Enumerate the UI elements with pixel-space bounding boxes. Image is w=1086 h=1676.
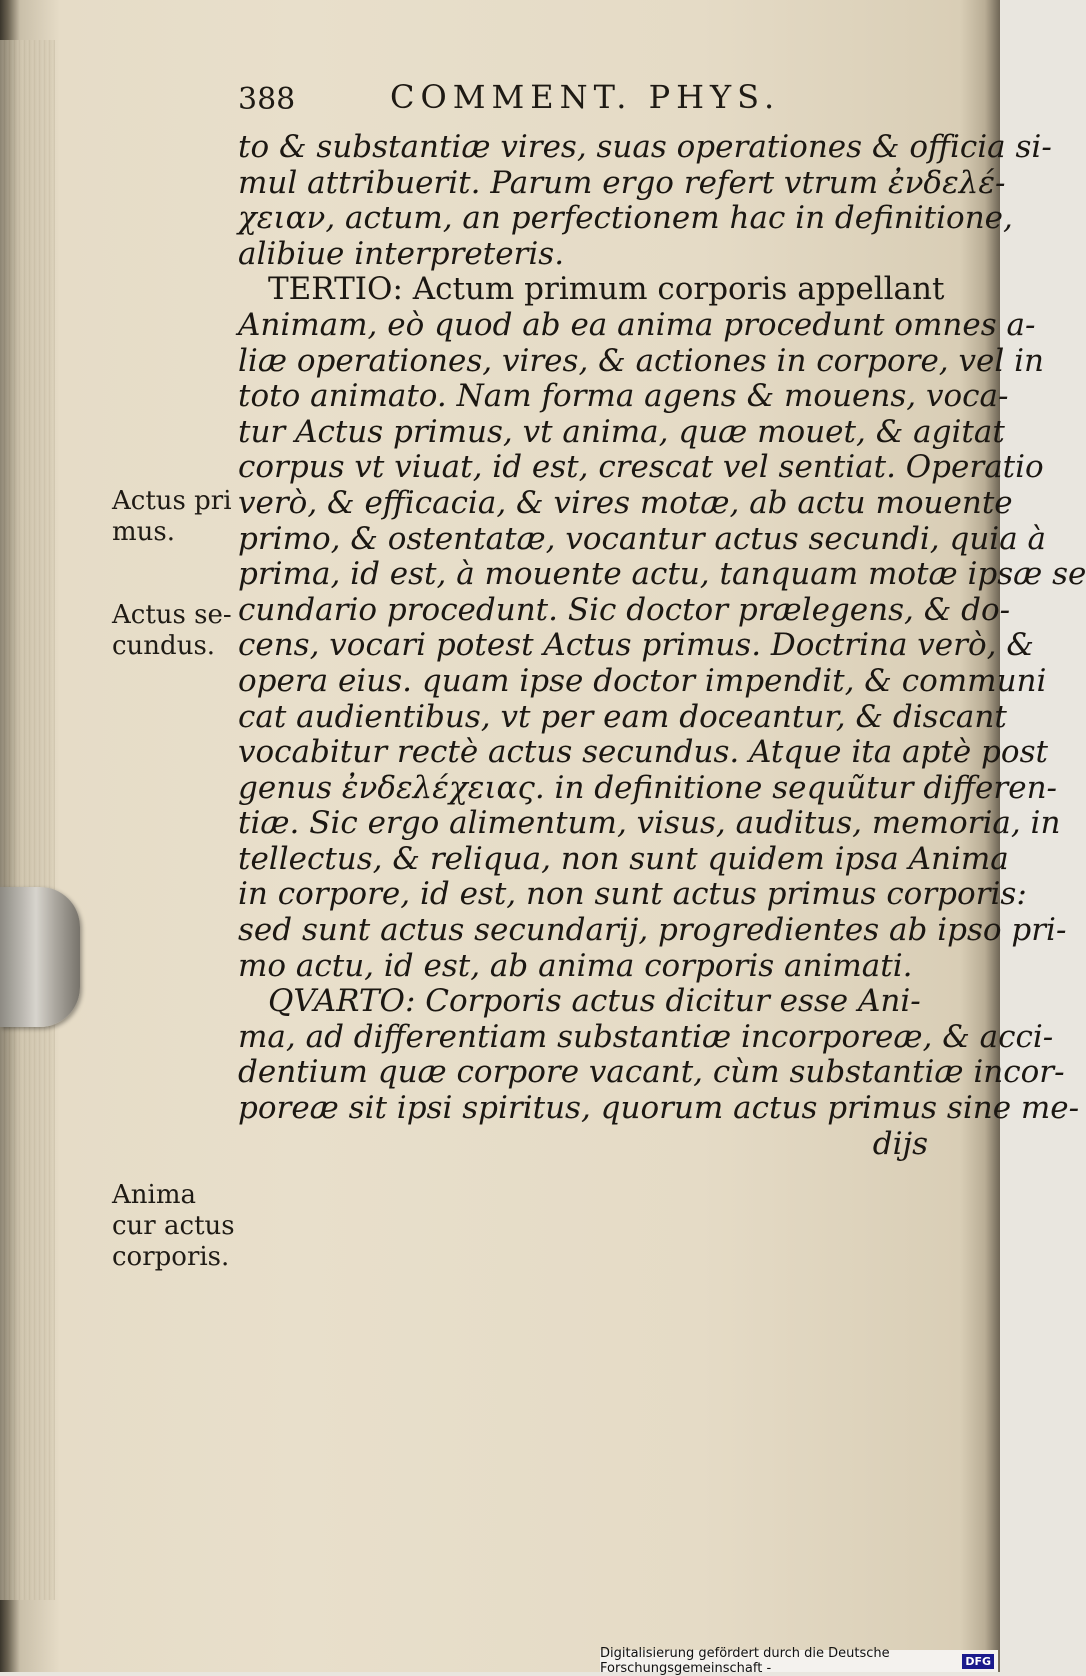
- text-line: tur Actus primus, vt anima, quæ mouet, & agitat: [238, 413, 1005, 450]
- text-line: mul attribuerit. Parum ergo refert vtrum ἐνδελέ-: [238, 164, 1006, 201]
- text-line: to & substantiæ vires, suas operationes & officia si-: [238, 129, 1052, 165]
- text-line: tiæ. Sic ergo alimentum, visus, auditus, memoria, in: [238, 805, 1061, 842]
- text-line: corpus vt viuat, id est, crescat vel sentiat. Operatio: [238, 449, 1044, 486]
- text-line: poreæ sit ipsi spiritus, quorum actus primus sine me-: [238, 1090, 1080, 1127]
- text-line: verò, & efficacia, & vires motæ, ab actu mouente: [238, 484, 1013, 521]
- text-line: QVARTO: Corporis actus dicitur esse Ani-: [268, 983, 921, 1020]
- text-line: liæ operationes, vires, & actiones in corpore, vel in: [238, 342, 1045, 379]
- margin-note-line: cur actus: [112, 1211, 235, 1241]
- text-line: tellectus, & reliqua, non sunt quidem ipsa Anima: [238, 840, 1009, 877]
- text-line: primo, & ostentatæ, vocantur actus secundi, quia à: [238, 520, 1047, 557]
- text-line: TERTIO: Actum primum corporis appellant: [268, 271, 945, 308]
- text-line: ma, ad differentiam substantiæ incorporeæ, & acci-: [238, 1018, 1054, 1055]
- margin-note-line: mus.: [112, 517, 176, 547]
- text-line: cens, vocari potest Actus primus. Doctrina verò, &: [238, 627, 1034, 664]
- credit-text: Digitalisierung gefördert durch die Deutsche Forschungsgemeinschaft -: [600, 1646, 890, 1676]
- margin-note-actus-secundus: [112, 600, 232, 662]
- text-line: vocabitur rectè actus secundus. Atque ita aptè post: [238, 734, 1048, 771]
- running-head: COMMENT. PHYS.: [390, 78, 781, 116]
- text-line: genus ἐνδελέχειας. in definitione sequũtur differen-: [238, 769, 1058, 806]
- catchword: dijs: [872, 1125, 928, 1162]
- text-line: χειαν, actum, an perfectionem hac in definitione,: [238, 200, 1013, 237]
- text-line: in corpore, id est, non sunt actus primus corporis:: [238, 876, 1027, 913]
- dfg-logo: DFG: [962, 1654, 994, 1669]
- text-line: opera eius. quam ipse doctor impendit, & communi: [238, 662, 1047, 699]
- digitization-credit: [600, 1646, 998, 1676]
- page-number: 388: [238, 82, 296, 117]
- text-line: Animam, eò quod ab ea anima procedunt omnes a-: [238, 306, 1036, 343]
- text-line: cundario procedunt. Sic doctor prælegens, & do-: [238, 591, 1011, 628]
- text-line: dentium quæ corpore vacant, cùm substantiæ incor-: [238, 1054, 1065, 1091]
- margin-note-line: Actus se-: [112, 600, 232, 630]
- margin-note-actus-primus: [112, 486, 232, 548]
- text-line: alibiue interpreteris.: [238, 235, 565, 272]
- text-line: mo actu, id est, ab anima corporis animati.: [238, 947, 913, 984]
- text-line: toto animato. Nam forma agens & mouens, voca-: [238, 378, 1009, 415]
- margin-note-line: corporis.: [112, 1242, 230, 1272]
- text-line: cat audientibus, vt per eam doceantur, & discant: [238, 698, 1007, 735]
- text-line: sed sunt actus secundarij, progredientes ab ipso pri-: [238, 912, 1067, 949]
- margin-note-anima: [112, 1180, 235, 1273]
- binder-clip: [0, 887, 80, 1027]
- margin-note-line: Anima: [112, 1180, 196, 1210]
- margin-note-line: cundus.: [112, 631, 216, 661]
- text-line: prima, id est, à mouente actu, tanquam motæ ipsæ se: [238, 556, 1086, 593]
- page-edges: [0, 40, 55, 1600]
- margin-note-line: Actus pri: [112, 486, 232, 516]
- body-text: [238, 129, 1086, 1162]
